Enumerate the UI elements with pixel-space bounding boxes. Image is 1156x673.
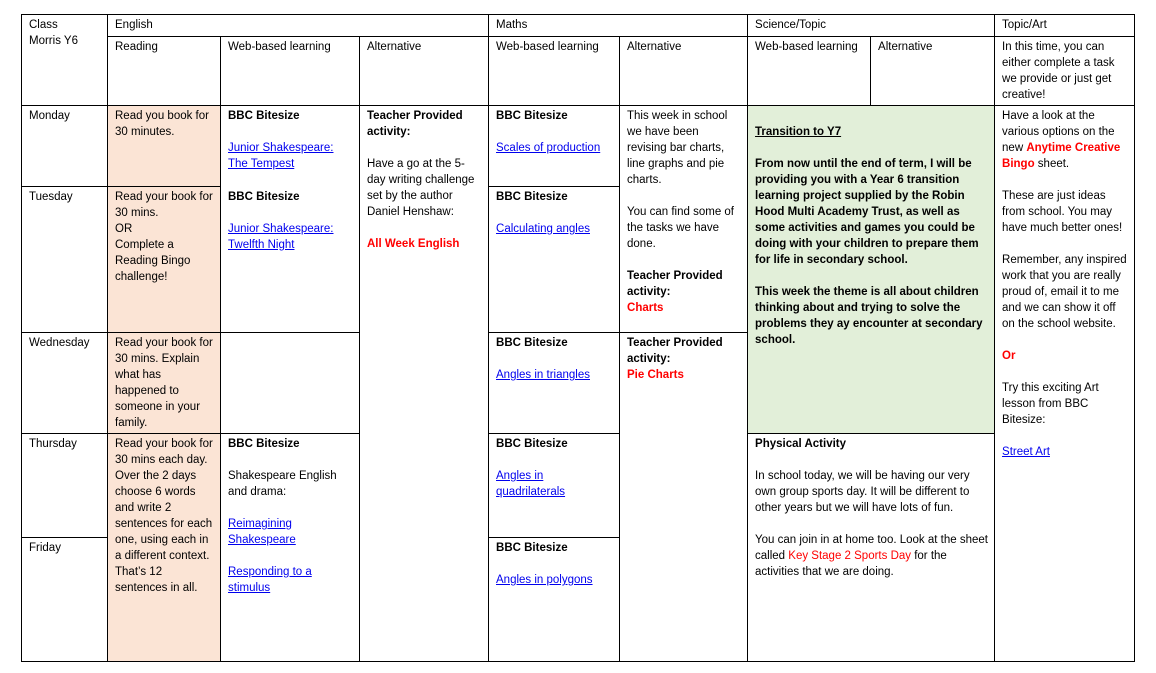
maths-web-thursday xyxy=(489,434,620,538)
maths-alt-tasks: You can find some of the tasks we have done. xyxy=(627,206,734,250)
maths-alt-subheader: Alternative xyxy=(620,37,748,106)
english-web-thu-fri xyxy=(221,434,360,662)
bbc-bitesize-label: BBC Bitesize xyxy=(228,191,300,203)
physical-activity-panel xyxy=(748,434,995,662)
class-name: Morris Y6 xyxy=(29,35,78,47)
teacher-activity-title: Teacher Provided activity: xyxy=(627,270,723,298)
day-tuesday: Tuesday xyxy=(22,187,108,333)
link-angles-in-quadrilaterals[interactable]: Angles in quadrilaterals xyxy=(496,470,566,498)
bbc-bitesize-label: BBC Bitesize xyxy=(496,110,568,122)
physical-activity-title: Physical Activity xyxy=(755,438,847,450)
maths-alt-intro: This week in school we have been revising bar charts, line graphs and pie charts. xyxy=(627,110,728,186)
class-header-cell xyxy=(22,15,108,106)
reading-subheader: Reading xyxy=(108,37,221,106)
bbc-bitesize-label: BBC Bitesize xyxy=(228,438,300,450)
reading-tuesday-bingo: Complete a Reading Bingo challenge! xyxy=(115,239,191,283)
transition-panel xyxy=(748,106,995,434)
english-web-subheader: Web-based learning xyxy=(221,37,360,106)
science-header: Science/Topic xyxy=(748,15,995,37)
day-friday: Friday xyxy=(22,538,108,662)
maths-web-friday xyxy=(489,538,620,662)
writing-challenge-text: Have a go at the 5-day writing challenge set by the author Daniel Henshaw: xyxy=(367,158,475,218)
art-lesson-text: Try this exciting Art lesson from BBC Bitesize: xyxy=(1002,382,1099,426)
link-responding-to-stimulus[interactable]: Responding to a stimulus xyxy=(228,566,312,594)
maths-web-tuesday xyxy=(489,187,620,333)
transition-intro: From now until the end of term, I will be providing you with a Year 6 transition learning project supplied by the Robin Hood Multi Academy Trust, as well as some activities and games you could be doing with your children to prepare them for life in secondary school. xyxy=(755,158,979,266)
link-the-tempest[interactable]: Junior Shakespeare: The Tempest xyxy=(228,142,334,170)
art-or: Or xyxy=(1002,350,1016,362)
reading-tuesday xyxy=(108,187,221,333)
english-web-mon-tue xyxy=(221,106,360,333)
bbc-bitesize-label: BBC Bitesize xyxy=(228,110,300,122)
day-thursday: Thursday xyxy=(22,434,108,538)
link-reimagining-shakespeare[interactable]: Reimagining Shakespeare xyxy=(228,518,296,546)
bbc-bitesize-label: BBC Bitesize xyxy=(496,191,568,203)
science-web-subheader: Web-based learning xyxy=(748,37,871,106)
all-week-english[interactable]: All Week English xyxy=(367,238,460,250)
bbc-bitesize-label: BBC Bitesize xyxy=(496,337,568,349)
reading-thu-fri xyxy=(108,434,221,662)
timetable xyxy=(21,14,1135,662)
pie-charts-link[interactable]: Pie Charts xyxy=(627,369,684,381)
art-header: Topic/Art xyxy=(995,15,1135,37)
join-in-text: You can join in at home too. Look at the sheet called Key Stage 2 Sports Day for the activities that we are doing. xyxy=(755,534,988,578)
link-street-art[interactable]: Street Art xyxy=(1002,446,1050,458)
link-angles-in-triangles[interactable]: Angles in triangles xyxy=(496,369,590,381)
maths-header: Maths xyxy=(489,15,748,37)
reading-thu-fri-line1: Read your book for 30 mins each day. xyxy=(115,438,213,466)
link-calculating-angles[interactable]: Calculating angles xyxy=(496,223,590,235)
art-intro: In this time, you can either complete a task we provide or just get creative! xyxy=(995,37,1135,106)
english-web-wednesday xyxy=(221,333,360,434)
teacher-activity-title: Teacher Provided activity: xyxy=(627,337,723,365)
reading-thu-fri-line2: Over the 2 days choose 6 words and write 2 sentences for each one, using each in a different context. That’s 12 sentences in all. xyxy=(115,470,213,594)
ks2-sports-day[interactable]: Key Stage 2 Sports Day xyxy=(788,550,912,562)
charts-link[interactable]: Charts xyxy=(627,302,664,314)
reading-monday: Read you book for 30 minutes. xyxy=(108,106,221,187)
link-twelfth-night[interactable]: Junior Shakespeare: Twelfth Night xyxy=(228,223,334,251)
maths-web-subheader: Web-based learning xyxy=(489,37,620,106)
maths-web-wednesday xyxy=(489,333,620,434)
sports-day-text: In school today, we will be having our very own group sports day. It will be different to other years but we will have lots of fun. xyxy=(755,470,970,514)
link-scales-of-production[interactable]: Scales of production xyxy=(496,142,601,154)
reading-tuesday-or: OR xyxy=(115,223,133,235)
english-alt-subheader: Alternative xyxy=(360,37,489,106)
shakespeare-drama-text: Shakespeare English and drama: xyxy=(228,470,337,498)
day-wednesday: Wednesday xyxy=(22,333,108,434)
art-options-text: Have a look at the various options on the new Anytime Creative Bingo sheet. xyxy=(1002,110,1121,170)
day-monday: Monday xyxy=(22,106,108,187)
english-alt-week xyxy=(360,106,489,662)
reading-tuesday-line1: Read your book for 30 mins. xyxy=(115,191,213,219)
science-alt-subheader: Alternative xyxy=(871,37,995,106)
reading-wednesday: Read your book for 30 mins. Explain what has happened to someone in your family. xyxy=(108,333,221,434)
maths-web-monday xyxy=(489,106,620,187)
maths-alt-wed-fri xyxy=(620,333,748,662)
art-email-text: Remember, any inspired work that you are really proud of, email it to me and we can show it off on the school website. xyxy=(1002,254,1127,330)
maths-alt-mon-tue xyxy=(620,106,748,333)
link-angles-in-polygons[interactable]: Angles in polygons xyxy=(496,574,593,586)
class-label: Class xyxy=(29,19,58,31)
bbc-bitesize-label: BBC Bitesize xyxy=(496,438,568,450)
art-ideas-text: These are just ideas from school. You may have much better ones! xyxy=(1002,190,1123,234)
english-header: English xyxy=(108,15,489,37)
art-column xyxy=(995,106,1135,662)
bbc-bitesize-label: BBC Bitesize xyxy=(496,542,568,554)
teacher-activity-title: Teacher Provided activity: xyxy=(367,110,463,138)
anytime-creative-bingo[interactable]: Anytime Creative Bingo xyxy=(1002,142,1121,170)
transition-theme: This week the theme is all about children thinking about and trying to solve the problems they ay encounter at secondary school. xyxy=(755,286,983,346)
transition-title: Transition to Y7 xyxy=(755,126,842,138)
